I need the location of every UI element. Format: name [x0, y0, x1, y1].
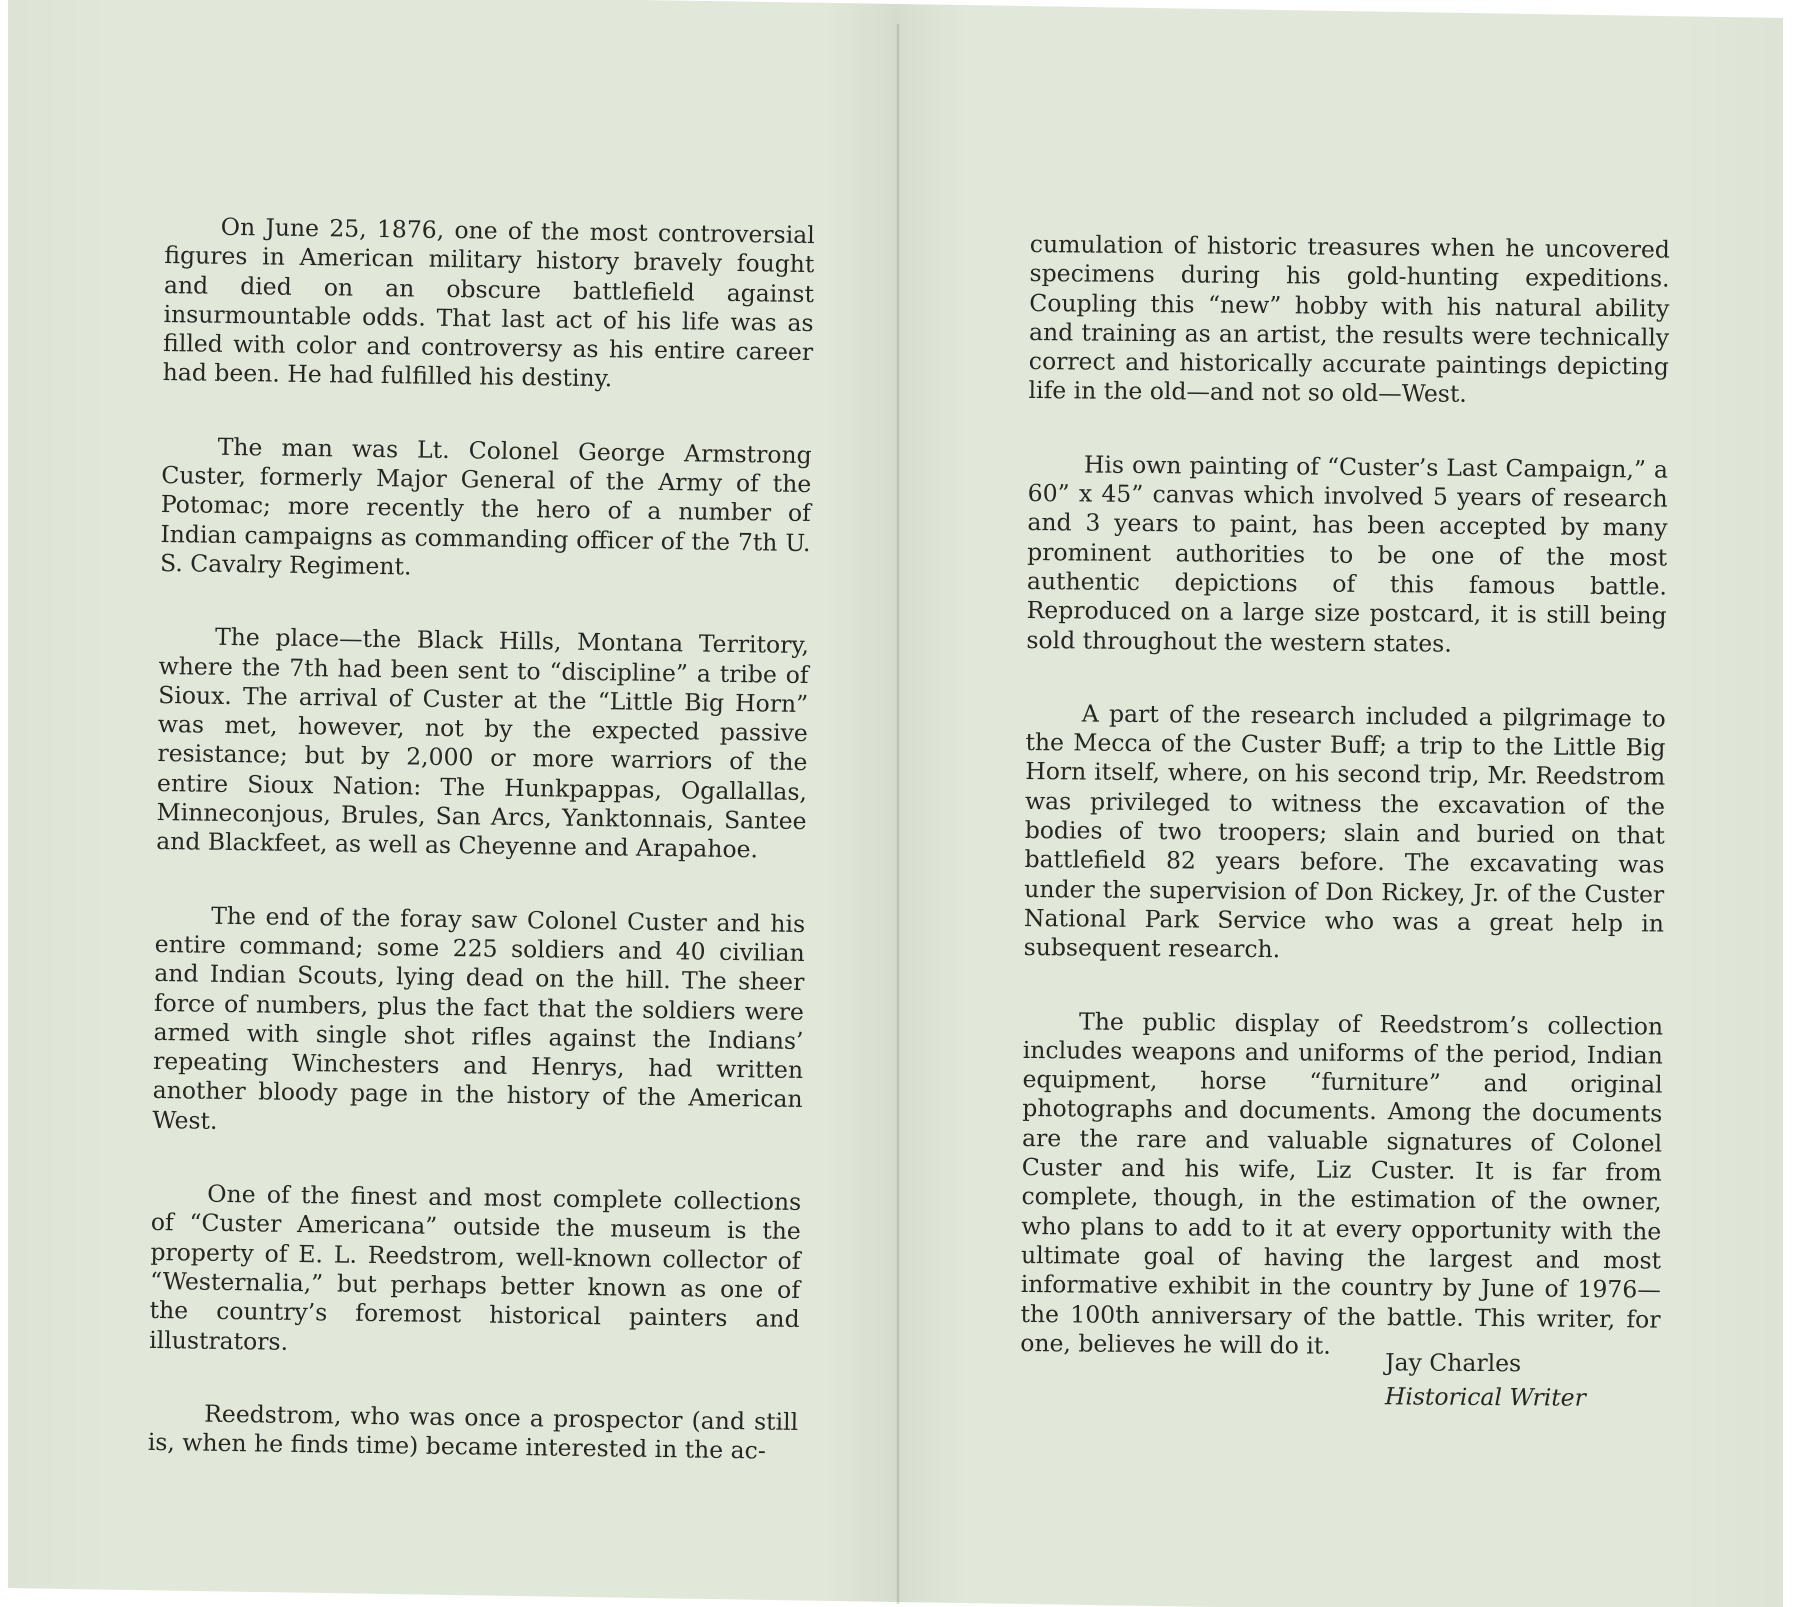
- paragraph-the-place: The place—the Black Hills, Montana Territory, where the 7th had been sent to “discipline” a tribe of Sioux. The arrival of Custer at the “Little Big Horn” was met, however, not by the expected passive resistance; but by 2,000 or more warriors of the entire Sioux Nation: The Hunkpappas, Ogallallas, Minneconjous, Brules, San Arcs, Yanktonnais, Santee and Blackfeet, as well as Cheyenne and Arapahoe.: [156, 623, 810, 864]
- paragraph-painting: His own painting of “Custer’s Last Campaign,” a 60” x 45” canvas which involved 5 years of research and 3 years to paint, has been accepted by many prominent authorities to be one of the most authentic depictions of this famous battle. Reproduced on a large size postcard, it is still being sold throughout the western states.: [1026, 450, 1669, 658]
- paragraph-intro: On June 25, 1876, one of the most controversial figures in American military history bravely fought and died on an obscure battlefield against insurmountable odds. That last act of his life was as filled with color and controversy as his entire career had been. He had fulfilled his destiny.: [162, 212, 815, 393]
- paragraph-the-end: The end of the foray saw Colonel Custer and his entire command; some 225 soldiers and 40 civilian and Indian Scouts, lying dead on the hill. The sheer force of numbers, plus the fact that the soldiers were armed with single shot rifles against the Indians’ repeating Winchesters and Henrys, had written another bloody page in the history of the American West.: [152, 901, 806, 1135]
- paragraph-collection: One of the finest and most complete collections of “Custer Americana” outside the museum is the property of E. L. Reedstrom, well-known collector of “Westernalia,” but perhaps better known as one of the country’s foremost historical painters and illustrators.: [149, 1179, 802, 1356]
- author-role: Historical Writer: [1384, 1382, 1586, 1412]
- paragraph-reedstrom: Reedstrom, who was once a prospector (and still is, when he finds time) became interested in the ac-: [147, 1399, 799, 1465]
- left-column: [147, 212, 815, 1510]
- paragraph-the-man: The man was Lt. Colonel George Armstrong Custer, formerly Major General of the Army of the Potomac; more recently the hero of a number of Indian campaigns as commanding officer of the 7th U. S. Cavalry Regiment.: [159, 432, 812, 581]
- center-fold: [896, 24, 900, 1604]
- signature-block: [1385, 1345, 1586, 1414]
- right-column: [1020, 230, 1670, 1408]
- paragraph-public-display: The public display of Reedstrom’s collection includes weapons and uniforms of the period, Indian equipment, horse “furniture” and original photographs and documents. Among the documents are the rare and valuable signatures of Colonel Custer and his wife, Liz Custer. It is far from complete, though, in the estimation of the owner, who plans to add to it at every opportunity with the ultimate goal of having the largest and most informative exhibit in the country by June of 1976—the 100th anniversary of the battle. This writer, for one, believes he will do it.: [1020, 1006, 1664, 1360]
- paragraph-continuation: cumulation of historic treasures when he uncovered specimens during his gold-hunting expeditions. Coupling this “new” hobby with his natural ability and training as an artist, the results were technically correct and historically accurate paintings depicting life in the old—and not so old—West.: [1028, 230, 1670, 409]
- author-name: Jay Charles: [1385, 1348, 1522, 1378]
- paragraph-research: A part of the research included a pilgrimage to the Mecca of the Custer Buff; a trip to the Little Big Horn itself, where, on his second trip, Mr. Reedstrom was privileged to witness the excavation of the bodies of two troopers; slain and buried on that battlefield 82 years before. The excavating was under the supervision of Don Rickey, Jr. of the Custer National Park Service who was a great help in subsequent research.: [1023, 699, 1666, 964]
